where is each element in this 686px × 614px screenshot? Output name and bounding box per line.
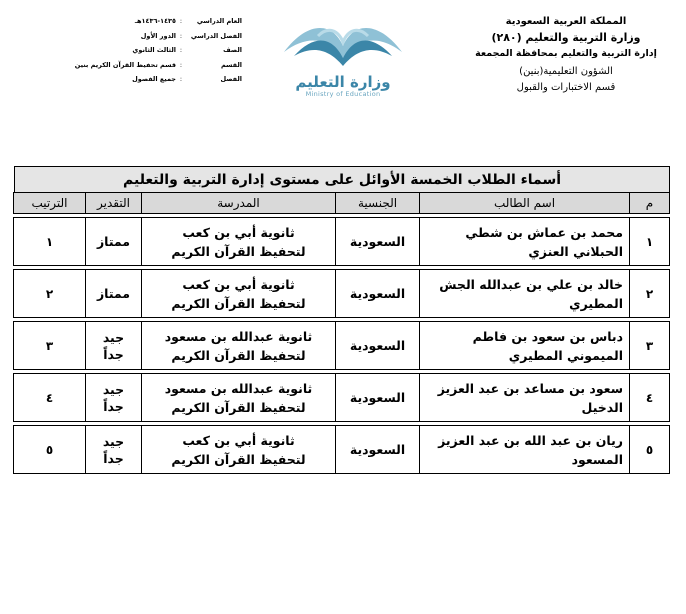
ministry-line: وزارة التربية والتعليم (٢٨٠) — [491, 31, 641, 44]
row-number: ١ — [630, 218, 670, 266]
col-header-rank: الترتيب — [14, 193, 86, 214]
rank: ١ — [14, 218, 86, 266]
student-name: خالد بن علي بن عبدالله الجش المطيري — [420, 270, 630, 318]
meta-label: الفصل — [220, 75, 242, 84]
row-number: ٢ — [630, 270, 670, 318]
school-name: ثانوية أبي بن كعب لتحفيظ القرآن الكريم — [142, 270, 336, 318]
logo-arabic-text: وزارة التعليم — [295, 73, 391, 91]
meta-row-year: العام الدراسي : ١٤٣٥-١٤٣٦هـ — [22, 14, 242, 29]
meta-row-class: الفصل : جميع الفصول — [22, 72, 242, 87]
exam-meta — [22, 14, 242, 87]
ministry-logo — [268, 12, 418, 112]
rank: ٤ — [14, 374, 86, 422]
nationality: السعودية — [336, 270, 420, 318]
student-name: ريان بن عبد الله بن عبد العزيز المسعود — [420, 426, 630, 474]
kingdom-line: المملكة العربية السعودية — [505, 16, 627, 27]
meta-value: الدور الأول — [140, 31, 176, 40]
student-name: محمد بن عماش بن شطي الحبلاني العنزي — [420, 218, 630, 266]
authority-header — [466, 14, 666, 96]
open-book-icon — [278, 12, 408, 74]
row-number: ٤ — [630, 374, 670, 422]
rank: ٣ — [14, 322, 86, 370]
top-students-table — [14, 166, 670, 474]
table-row — [14, 426, 670, 474]
nationality: السعودية — [336, 218, 420, 266]
meta-row-section: القسم : قسم تحفيظ القرآن الكريم بنين — [22, 58, 242, 73]
school-name: ثانوية أبي بن كعب لتحفيظ القرآن الكريم — [142, 218, 336, 266]
grade: جيد جداً — [86, 374, 142, 422]
nationality: السعودية — [336, 322, 420, 370]
nationality: السعودية — [336, 374, 420, 422]
meta-value: جميع الفصول — [132, 75, 176, 84]
table-title: أسماء الطلاب الخمسة الأوائل على مستوى إدارة التربية والتعليم — [14, 166, 670, 192]
meta-value: ١٤٣٥-١٤٣٦هـ — [134, 17, 176, 26]
student-name: دباس بن سعود بن فاطم الميموني المطيري — [420, 322, 630, 370]
rank: ٥ — [14, 426, 86, 474]
table-row — [14, 218, 670, 266]
meta-row-term: الفصل الدراسي : الدور الأول — [22, 29, 242, 44]
meta-label: الصف — [223, 46, 242, 55]
school-name: ثانوية أبي بن كعب لتحفيظ القرآن الكريم — [142, 426, 336, 474]
meta-value: الثالث الثانوي — [132, 46, 176, 55]
meta-label: الفصل الدراسي — [190, 31, 242, 40]
meta-value: قسم تحفيظ القرآن الكريم بنين — [74, 60, 176, 69]
rank: ٢ — [14, 270, 86, 318]
department-line: قسم الاختبارات والقبول — [516, 82, 616, 93]
student-name: سعود بن مساعد بن عبد العزيز الدخيل — [420, 374, 630, 422]
logo-english-text: Ministry of Education — [305, 90, 381, 98]
table-row — [14, 322, 670, 370]
nationality: السعودية — [336, 426, 420, 474]
col-header-grade: التقدير — [86, 193, 142, 214]
directorate-line: إدارة التربية والتعليم بمحافظة المجمعة — [475, 48, 657, 59]
col-header-name: اسم الطالب — [420, 193, 630, 214]
col-header-num: م — [630, 193, 670, 214]
grade: ممتاز — [86, 270, 142, 318]
table-row — [14, 374, 670, 422]
table-header-row — [14, 193, 670, 214]
school-name: ثانوية عبدالله بن مسعود لتحفيظ القرآن الكريم — [142, 322, 336, 370]
grade: جيد جداً — [86, 322, 142, 370]
meta-label: العام الدراسي — [196, 17, 242, 26]
grade: ممتاز — [86, 218, 142, 266]
school-name: ثانوية عبدالله بن مسعود لتحفيظ القرآن الكريم — [142, 374, 336, 422]
students-table — [13, 192, 670, 474]
grade: جيد جداً — [86, 426, 142, 474]
affairs-line: الشؤون التعليمية(بنين) — [519, 66, 613, 77]
row-number: ٥ — [630, 426, 670, 474]
meta-row-grade: الصف : الثالث الثانوي — [22, 43, 242, 58]
table-row — [14, 270, 670, 318]
row-number: ٣ — [630, 322, 670, 370]
col-header-school: المدرسة — [142, 193, 336, 214]
col-header-nationality: الجنسية — [336, 193, 420, 214]
meta-label: القسم — [220, 60, 242, 69]
